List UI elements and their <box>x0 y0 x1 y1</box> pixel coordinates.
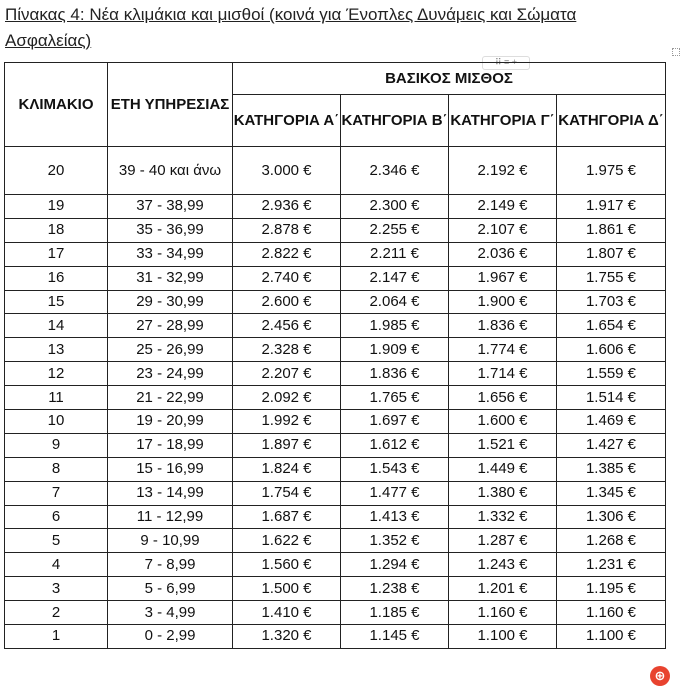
cell-klimakio: 10 <box>5 410 108 434</box>
cell-category-d: 1.231 € <box>557 553 666 577</box>
cell-category-d: 1.514 € <box>557 386 666 410</box>
cell-eti: 29 - 30,99 <box>108 290 233 314</box>
cell-eti: 21 - 22,99 <box>108 386 233 410</box>
cell-category-d: 1.306 € <box>557 505 666 529</box>
cell-category-a: 1.754 € <box>233 481 341 505</box>
header-klimakio: ΚΛΙΜΑΚΙΟ <box>5 63 108 147</box>
table-handle-icon[interactable]: ⠿ ≡ + <box>482 56 530 70</box>
cell-category-b: 1.185 € <box>341 601 449 625</box>
table-row <box>5 362 666 386</box>
cell-category-d: 1.268 € <box>557 529 666 553</box>
salary-table-wrapper <box>4 62 666 649</box>
cell-category-d: 1.160 € <box>557 601 666 625</box>
cell-category-b: 1.543 € <box>341 457 449 481</box>
table-row <box>5 601 666 625</box>
cell-category-g: 1.380 € <box>449 481 557 505</box>
cell-category-g: 1.967 € <box>449 266 557 290</box>
table-row <box>5 314 666 338</box>
cell-category-d: 1.807 € <box>557 242 666 266</box>
cell-klimakio: 20 <box>5 147 108 195</box>
cell-category-a: 1.824 € <box>233 457 341 481</box>
cell-category-d: 1.100 € <box>557 625 666 649</box>
cell-category-d: 1.654 € <box>557 314 666 338</box>
table-row <box>5 386 666 410</box>
cell-category-g: 2.192 € <box>449 147 557 195</box>
table-row <box>5 433 666 457</box>
cell-klimakio: 3 <box>5 577 108 601</box>
cell-category-a: 3.000 € <box>233 147 341 195</box>
table-row <box>5 242 666 266</box>
cell-category-d: 1.469 € <box>557 410 666 434</box>
cell-category-g: 2.149 € <box>449 195 557 219</box>
cell-klimakio: 12 <box>5 362 108 386</box>
cell-eti: 27 - 28,99 <box>108 314 233 338</box>
cell-category-g: 1.836 € <box>449 314 557 338</box>
cell-category-g: 1.656 € <box>449 386 557 410</box>
cell-category-g: 1.774 € <box>449 338 557 362</box>
header-category-g: ΚΑΤΗΓΟΡΙΑ Γ΄ <box>449 95 557 147</box>
cell-eti: 5 - 6,99 <box>108 577 233 601</box>
cell-category-g: 1.100 € <box>449 625 557 649</box>
cell-category-a: 1.622 € <box>233 529 341 553</box>
cell-category-b: 1.836 € <box>341 362 449 386</box>
table-row <box>5 410 666 434</box>
cell-category-a: 1.410 € <box>233 601 341 625</box>
table-row <box>5 625 666 649</box>
cell-category-b: 2.346 € <box>341 147 449 195</box>
cell-category-g: 2.036 € <box>449 242 557 266</box>
table-row <box>5 147 666 195</box>
cell-klimakio: 18 <box>5 218 108 242</box>
cell-category-g: 2.107 € <box>449 218 557 242</box>
cell-category-b: 2.211 € <box>341 242 449 266</box>
cell-klimakio: 5 <box>5 529 108 553</box>
cell-category-d: 1.703 € <box>557 290 666 314</box>
cell-eti: 37 - 38,99 <box>108 195 233 219</box>
header-category-b: ΚΑΤΗΓΟΡΙΑ Β΄ <box>341 95 449 147</box>
header-basikos-misthos: ΒΑΣΙΚΟΣ ΜΙΣΘΟΣ <box>233 63 666 95</box>
header-category-d: ΚΑΤΗΓΟΡΙΑ Δ΄ <box>557 95 666 147</box>
cell-category-b: 1.697 € <box>341 410 449 434</box>
cell-category-d: 1.195 € <box>557 577 666 601</box>
table-row <box>5 195 666 219</box>
cell-category-g: 1.449 € <box>449 457 557 481</box>
cell-eti: 23 - 24,99 <box>108 362 233 386</box>
cell-eti: 31 - 32,99 <box>108 266 233 290</box>
cell-klimakio: 17 <box>5 242 108 266</box>
scroll-marker-icon <box>672 48 680 56</box>
cell-eti: 17 - 18,99 <box>108 433 233 457</box>
table-row <box>5 481 666 505</box>
cell-category-d: 1.606 € <box>557 338 666 362</box>
cell-category-b: 1.238 € <box>341 577 449 601</box>
cell-category-a: 1.320 € <box>233 625 341 649</box>
cell-eti: 3 - 4,99 <box>108 601 233 625</box>
cell-category-b: 2.064 € <box>341 290 449 314</box>
cell-category-b: 1.985 € <box>341 314 449 338</box>
cell-category-a: 1.897 € <box>233 433 341 457</box>
cell-category-a: 2.207 € <box>233 362 341 386</box>
cell-category-a: 2.456 € <box>233 314 341 338</box>
cell-category-g: 1.332 € <box>449 505 557 529</box>
salary-table-body <box>5 147 666 649</box>
cell-category-a: 2.936 € <box>233 195 341 219</box>
cell-eti: 33 - 34,99 <box>108 242 233 266</box>
table-row <box>5 505 666 529</box>
cell-category-b: 1.765 € <box>341 386 449 410</box>
cell-klimakio: 1 <box>5 625 108 649</box>
cell-category-d: 1.427 € <box>557 433 666 457</box>
cell-category-d: 1.345 € <box>557 481 666 505</box>
cell-klimakio: 13 <box>5 338 108 362</box>
cell-category-a: 1.500 € <box>233 577 341 601</box>
cell-category-b: 2.147 € <box>341 266 449 290</box>
table-row <box>5 338 666 362</box>
cell-category-b: 1.294 € <box>341 553 449 577</box>
cell-category-d: 1.975 € <box>557 147 666 195</box>
cell-category-d: 1.559 € <box>557 362 666 386</box>
cell-klimakio: 4 <box>5 553 108 577</box>
table-row <box>5 290 666 314</box>
cell-category-d: 1.917 € <box>557 195 666 219</box>
cell-eti: 15 - 16,99 <box>108 457 233 481</box>
table-row <box>5 266 666 290</box>
cell-category-b: 1.477 € <box>341 481 449 505</box>
cell-category-d: 1.861 € <box>557 218 666 242</box>
cell-klimakio: 15 <box>5 290 108 314</box>
cell-category-a: 1.687 € <box>233 505 341 529</box>
salary-table <box>4 62 666 649</box>
cell-category-g: 1.521 € <box>449 433 557 457</box>
cell-category-a: 2.740 € <box>233 266 341 290</box>
cell-category-b: 1.145 € <box>341 625 449 649</box>
cell-eti: 35 - 36,99 <box>108 218 233 242</box>
cell-klimakio: 6 <box>5 505 108 529</box>
zoom-icon[interactable]: ⊕ <box>650 666 670 686</box>
cell-category-g: 1.160 € <box>449 601 557 625</box>
cell-category-g: 1.600 € <box>449 410 557 434</box>
cell-category-g: 1.714 € <box>449 362 557 386</box>
cell-klimakio: 2 <box>5 601 108 625</box>
cell-category-a: 2.328 € <box>233 338 341 362</box>
cell-eti: 9 - 10,99 <box>108 529 233 553</box>
cell-category-g: 1.243 € <box>449 553 557 577</box>
cell-eti: 11 - 12,99 <box>108 505 233 529</box>
cell-eti: 19 - 20,99 <box>108 410 233 434</box>
cell-klimakio: 8 <box>5 457 108 481</box>
cell-category-b: 1.352 € <box>341 529 449 553</box>
cell-eti: 7 - 8,99 <box>108 553 233 577</box>
cell-category-a: 1.560 € <box>233 553 341 577</box>
cell-category-b: 1.612 € <box>341 433 449 457</box>
cell-category-b: 2.255 € <box>341 218 449 242</box>
cell-category-b: 1.909 € <box>341 338 449 362</box>
header-category-a: ΚΑΤΗΓΟΡΙΑ Α΄ <box>233 95 341 147</box>
cell-category-a: 2.600 € <box>233 290 341 314</box>
table-row <box>5 577 666 601</box>
cell-category-a: 2.822 € <box>233 242 341 266</box>
cell-category-g: 1.287 € <box>449 529 557 553</box>
cell-category-b: 2.300 € <box>341 195 449 219</box>
table-row <box>5 553 666 577</box>
table-row <box>5 529 666 553</box>
table-caption: Πίνακας 4: Νέα κλιμάκια και μισθοί (κοινά για Ένοπλες Δυνάμεις και Σώματα Ασφαλείας) <box>5 5 577 50</box>
cell-category-a: 2.878 € <box>233 218 341 242</box>
cell-category-d: 1.385 € <box>557 457 666 481</box>
cell-klimakio: 19 <box>5 195 108 219</box>
cell-eti: 13 - 14,99 <box>108 481 233 505</box>
cell-category-a: 2.092 € <box>233 386 341 410</box>
cell-eti: 25 - 26,99 <box>108 338 233 362</box>
cell-category-d: 1.755 € <box>557 266 666 290</box>
cell-klimakio: 7 <box>5 481 108 505</box>
cell-klimakio: 16 <box>5 266 108 290</box>
header-eti: ΕΤΗ ΥΠΗΡΕΣΙΑΣ <box>108 63 233 147</box>
table-row <box>5 457 666 481</box>
cell-klimakio: 11 <box>5 386 108 410</box>
cell-eti: 39 - 40 και άνω <box>108 147 233 195</box>
cell-category-g: 1.900 € <box>449 290 557 314</box>
cell-category-a: 1.992 € <box>233 410 341 434</box>
cell-eti: 0 - 2,99 <box>108 625 233 649</box>
table-row <box>5 218 666 242</box>
cell-klimakio: 9 <box>5 433 108 457</box>
cell-category-b: 1.413 € <box>341 505 449 529</box>
cell-category-g: 1.201 € <box>449 577 557 601</box>
cell-klimakio: 14 <box>5 314 108 338</box>
